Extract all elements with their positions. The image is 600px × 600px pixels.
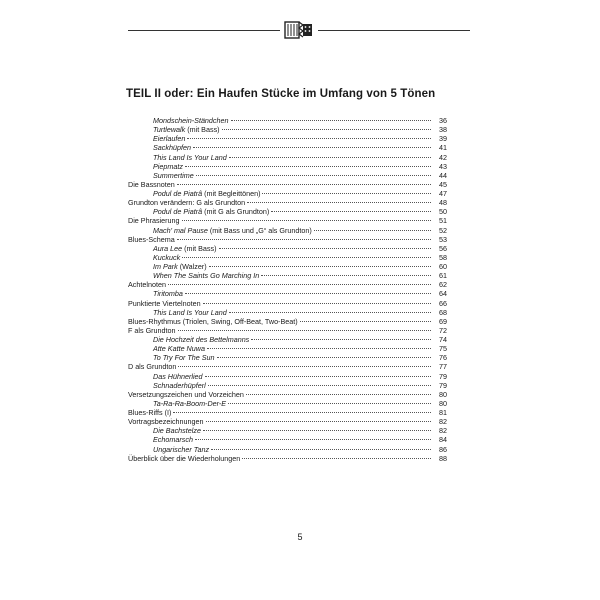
dot-leader: [217, 357, 431, 358]
header-rule-left: [128, 30, 280, 31]
toc-entry-note: D als Grundton: [128, 362, 177, 372]
dot-leader: [228, 403, 431, 404]
toc-entry-note: Überblick über die Wiederholungen: [128, 453, 241, 463]
toc-entry: [128, 426, 447, 435]
toc-entry-song-title: This Land Is Your Land: [153, 152, 227, 162]
toc-entry: [128, 372, 447, 381]
toc-page-number: 38: [439, 125, 447, 135]
toc-entry-title: [128, 417, 204, 426]
dot-leader: [229, 157, 431, 158]
toc-entry-song-title: Eierlaufen: [153, 134, 186, 144]
toc-entry: [128, 362, 447, 371]
toc-page-number: 47: [439, 189, 447, 198]
dot-leader: [231, 120, 431, 121]
dot-leader: [219, 248, 431, 249]
dot-leader: [173, 412, 431, 413]
toc-entry: [128, 408, 447, 417]
toc-entry: [128, 253, 447, 262]
toc-page-number: 81: [439, 408, 447, 417]
toc-entry: [128, 189, 447, 198]
dot-leader: [242, 458, 431, 459]
toc-page-number: 51: [439, 216, 447, 226]
toc-entry-title: [153, 353, 215, 362]
toc-entry-note: (mit Bass und „G“ als Grundton): [207, 225, 312, 235]
toc-page-number: 56: [439, 243, 447, 253]
toc-entry: [128, 198, 447, 207]
toc-entry-song-title: Die Bachstelze: [153, 426, 201, 436]
toc-entry-title: [153, 289, 183, 298]
toc-page-number: 64: [439, 289, 447, 299]
toc-page-number: 84: [439, 435, 447, 445]
dot-leader: [187, 138, 431, 139]
toc-entry-song-title: Turtlewalk: [153, 125, 186, 135]
dot-leader: [203, 430, 431, 431]
dot-leader: [177, 239, 431, 240]
toc-entry-title: [153, 271, 259, 280]
toc-entry-note: (mit Begleittönen): [202, 189, 261, 198]
toc-page-number: 69: [439, 316, 447, 326]
toc-entry: [128, 344, 447, 353]
toc-entry-song-title: To Try For The Sun: [153, 353, 215, 363]
toc-entry-song-title: Das Hühnerlied: [153, 371, 203, 381]
toc-entry: [128, 153, 447, 162]
toc-entry-title: [153, 116, 229, 125]
toc-entry-song-title: Im Park: [153, 262, 178, 271]
toc-entry: [128, 445, 447, 454]
toc-page-number: 61: [439, 271, 447, 281]
toc-entry-title: [153, 372, 203, 381]
toc-entry-song-title: Sackhüpfen: [153, 143, 191, 153]
toc-page-number: 36: [439, 116, 447, 125]
dot-leader: [196, 175, 431, 176]
toc-entry: [128, 381, 447, 390]
toc-entry: [128, 125, 447, 134]
toc-entry-title: [128, 390, 244, 399]
toc-page-number: 68: [439, 307, 447, 317]
dot-leader: [185, 293, 431, 294]
dot-leader: [185, 166, 431, 167]
toc-entry-song-title: Podul de Piatrâ: [153, 207, 203, 217]
toc-entry-song-title: Mach' mal Pause: [153, 225, 208, 235]
toc-entry-song-title: Ungarischer Tanz: [153, 444, 210, 454]
toc-entry-title: [128, 317, 298, 326]
dot-leader: [178, 330, 431, 331]
toc-page-number: 76: [439, 353, 447, 363]
toc-page-number: 80: [439, 398, 447, 408]
toc-entry-title: [153, 189, 260, 198]
toc-entry-note: Blues-Rhythmus (Triolen, Swing, Off-Beat, Two-Beat): [128, 316, 298, 326]
toc-page-number: 79: [439, 371, 447, 381]
toc-entry-title: [128, 408, 171, 417]
toc-entry-title: [128, 198, 245, 207]
toc-entry-song-title: Ta-Ra-Ra-Boom-Der-E: [153, 398, 227, 408]
dot-leader: [182, 257, 431, 258]
toc-entry: [128, 235, 447, 244]
toc-entry-title: [153, 226, 312, 235]
toc-entry-title: [128, 454, 240, 463]
section-title: TEIL II oder: Ein Haufen Stücke im Umfang von 5 Tönen: [126, 88, 436, 100]
toc-entry-note: Blues-Riffs (I): [128, 408, 172, 417]
toc-entry: [128, 226, 447, 235]
toc-entry: [128, 280, 447, 289]
toc-entry-title: [153, 445, 209, 454]
dot-leader: [178, 366, 431, 367]
toc-page-number: 48: [439, 198, 447, 208]
toc-entry-title: [153, 134, 185, 143]
toc-entry-song-title: Kuckuck: [153, 252, 181, 262]
toc-entry-note: Die Phrasierung: [128, 216, 180, 226]
toc-page-number: 60: [439, 262, 447, 271]
toc-entry-note: Vortragsbezeichnungen: [128, 417, 204, 427]
toc-page-number: 77: [439, 362, 447, 372]
dot-leader: [300, 321, 431, 322]
toc-entry: [128, 326, 447, 335]
toc-page-number: 50: [439, 207, 447, 217]
toc-entry-note: (Walzer): [177, 262, 207, 271]
dot-leader: [203, 303, 431, 304]
toc-entry-title: [153, 335, 249, 344]
toc-entry-note: Grundton verändern: G als Grundton: [128, 198, 246, 208]
dot-leader: [262, 193, 431, 194]
toc-entry-title: [153, 143, 191, 152]
toc-entry-title: [153, 153, 227, 162]
toc-entry-note: Achtelnoten: [128, 280, 166, 290]
toc-entry-song-title: Die Hochzeit des Bettelmanns: [153, 335, 250, 344]
toc-page-number: 39: [439, 134, 447, 144]
toc-entry-note: Versetzungszeichen und Vorzeichen: [128, 389, 244, 399]
dot-leader: [314, 230, 431, 231]
toc-page-number: 88: [439, 453, 447, 463]
toc-entry-title: [153, 125, 220, 134]
toc-entry-song-title: Schnaderhüpferl: [153, 380, 206, 390]
toc-entry: [128, 216, 447, 225]
toc-entry-song-title: Echomarsch: [153, 435, 193, 445]
toc-entry-song-title: Mondschein-Ständchen: [153, 116, 229, 125]
dot-leader: [209, 266, 431, 267]
dot-leader: [207, 348, 431, 349]
toc-entry: [128, 299, 447, 308]
toc-entry: [128, 162, 447, 171]
toc-entry-song-title: Tiritomba: [153, 289, 183, 299]
dot-leader: [205, 376, 431, 377]
toc-entry-title: [153, 308, 227, 317]
toc-entry-title: [153, 435, 193, 444]
dot-leader: [182, 220, 431, 221]
toc-page-number: 66: [439, 298, 447, 308]
toc-entry-note: (mit Bass): [185, 125, 220, 135]
dot-leader: [195, 439, 431, 440]
dot-leader: [168, 284, 431, 285]
toc-entry-title: [153, 381, 206, 390]
toc-entry: [128, 399, 447, 408]
toc-entry: [128, 353, 447, 362]
dot-leader: [222, 129, 431, 130]
toc-entry: [128, 417, 447, 426]
toc-entry-song-title: Aura Lee: [153, 243, 183, 253]
toc-entry: [128, 171, 447, 180]
dot-leader: [193, 147, 431, 148]
toc-page-number: 45: [439, 179, 447, 189]
toc-page-number: 72: [439, 325, 447, 335]
toc-entry-title: [153, 207, 269, 216]
toc-entry: [128, 435, 447, 444]
toc-entry-note: Blues-Schema: [128, 234, 175, 244]
toc-page-number: 52: [439, 225, 447, 235]
dot-leader: [251, 339, 431, 340]
toc-entry-song-title: This Land Is Your Land: [153, 307, 227, 317]
toc-entry-song-title: When The Saints Go Marching In: [153, 271, 260, 281]
toc-entry: [128, 289, 447, 298]
toc-page-number: 86: [439, 444, 447, 454]
toc-entry: [128, 207, 447, 216]
toc-page-number: 75: [439, 344, 447, 354]
toc-entry-title: [128, 326, 176, 335]
toc-page-number: 79: [439, 380, 447, 390]
toc-entry-title: [153, 426, 201, 435]
toc-entry: [128, 317, 447, 326]
toc-entry-title: [153, 162, 183, 171]
toc-page-number: 58: [439, 252, 447, 262]
toc-entry-title: [153, 262, 207, 271]
toc-entry-title: [153, 344, 205, 353]
toc-entry: [128, 390, 447, 399]
toc-entry-title: [128, 299, 201, 308]
page-number: 5: [297, 532, 303, 542]
toc-entry-title: [128, 216, 180, 225]
toc-entry-song-title: Piepmatz: [153, 161, 183, 171]
toc-page-number: 82: [439, 417, 447, 427]
toc-page-number: 42: [439, 152, 447, 162]
toc-entry-title: [153, 253, 180, 262]
toc-entry-title: [128, 280, 166, 289]
toc-entry: [128, 335, 447, 344]
dot-leader: [208, 385, 431, 386]
toc-entry-title: [128, 235, 175, 244]
toc-entry: [128, 116, 447, 125]
toc-entry-song-title: Podul de Piatrâ: [153, 189, 203, 198]
toc-entry-title: [153, 244, 217, 253]
dot-leader: [271, 211, 431, 212]
toc-entry: [128, 134, 447, 143]
toc-entry-note: (mit Bass): [182, 243, 217, 253]
toc-entry-note: F als Grundton: [128, 325, 176, 335]
toc-entry: [128, 143, 447, 152]
toc-entry: [128, 454, 447, 463]
toc-entry-song-title: Summertime: [153, 170, 194, 180]
toc-page-number: 82: [439, 426, 447, 436]
toc-entry-title: [153, 399, 226, 408]
toc-page-number: 53: [439, 234, 447, 244]
toc-page-number: 43: [439, 161, 447, 171]
toc-page-number: 44: [439, 170, 447, 180]
header-rule-right: [318, 30, 470, 31]
toc-entry-note: (mit G als Grundton): [202, 207, 270, 217]
toc-entry-title: [128, 180, 175, 189]
accordion-icon: [282, 16, 316, 44]
toc-entry-title: [128, 362, 176, 371]
dot-leader: [206, 421, 431, 422]
toc-entry: [128, 180, 447, 189]
dot-leader: [177, 184, 431, 185]
toc-entry-note: Punktierte Viertelnoten: [128, 298, 201, 308]
toc-page-number: 74: [439, 335, 447, 344]
toc-entry: [128, 271, 447, 280]
toc-page-number: 41: [439, 143, 447, 153]
dot-leader: [247, 202, 431, 203]
toc-entry-note: Die Bassnoten: [128, 179, 175, 189]
dot-leader: [229, 312, 431, 313]
toc-entry: [128, 244, 447, 253]
toc-page-number: 62: [439, 280, 447, 290]
toc-entry: [128, 308, 447, 317]
toc-entry: [128, 262, 447, 271]
dot-leader: [246, 394, 431, 395]
table-of-contents: [128, 116, 447, 463]
toc-entry-title: [153, 171, 194, 180]
toc-page-number: 80: [439, 389, 447, 399]
dot-leader: [211, 449, 431, 450]
dot-leader: [261, 275, 431, 276]
toc-entry-song-title: Atte Katte Nuwa: [153, 344, 205, 354]
